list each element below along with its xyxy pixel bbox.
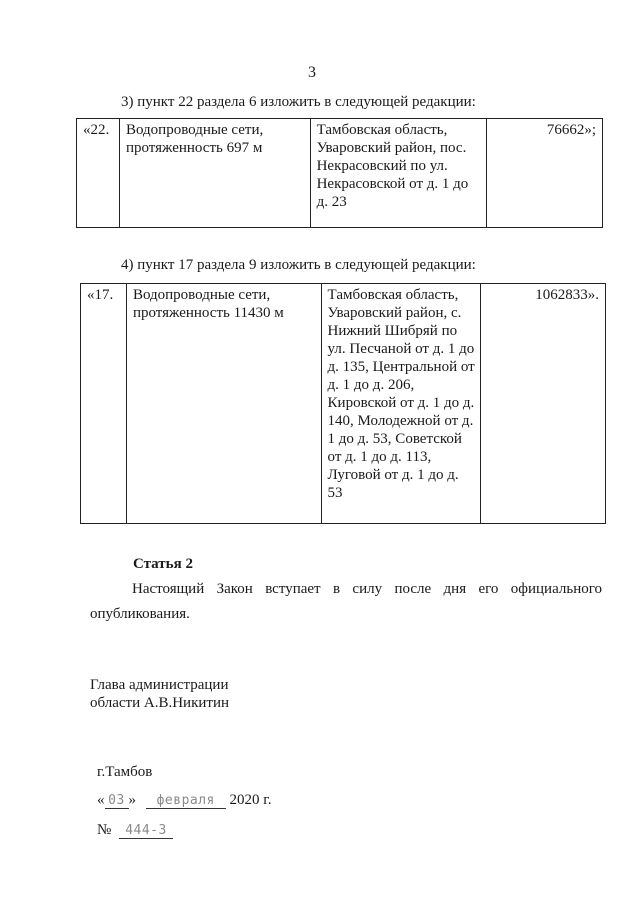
item-number: «22. [77,119,120,228]
article-text: Настоящий Закон вступает в силу после дня его официального опубликования. [90,581,602,622]
signature-block: Глава администрации области А.В.Никитин [90,677,230,711]
item-name: Водопроводные сети, протяженность 697 м [119,119,310,228]
place-of-signing: г.Тамбов [97,764,153,780]
item-address: Тамбовская область, Уваровский район, пос. Некрасовский по ул. Некрасовской от д. 1 до д. 23 [310,119,487,228]
item-name: Водопроводные сети, протяженность 11430 м [126,284,321,524]
amendment-table-section-6 [76,118,603,228]
amendment-table-section-9 [80,283,606,524]
date-year: 2020 г. [229,792,272,808]
number-sign: № [97,822,112,838]
instruction-section-9: 4) пункт 17 раздела 9 изложить в следующей редакции: [121,257,476,273]
page-number: 3 [308,64,316,81]
document-number-line [97,822,173,839]
date-day: 03 [105,794,129,809]
instruction-section-6: 3) пункт 22 раздела 6 изложить в следующей редакции: [121,94,476,110]
table-row [77,119,603,228]
table-row [81,284,606,524]
date-month: февраля [146,794,226,809]
item-number: «17. [81,284,127,524]
item-address: Тамбовская область, Уваровский район, с. Нижний Шибряй по ул. Песчаной от д. 1 до д. 135, Центральной от д. 1 до д. 206, Кировской от д. 1 до д. 140, Молодежной от д. 1 до д. 53, Советской от д. 1 до д. 113, Луговой от д. 1 до д. 53 [321,284,481,524]
date-open-quote: « [97,792,105,808]
date-line [97,792,271,809]
document-number: 444-З [119,824,173,839]
date-close-quote: » [128,792,136,808]
item-value: 1062833». [481,284,606,524]
item-value: 76662»; [487,119,603,228]
article-heading: Статья 2 [133,556,193,572]
